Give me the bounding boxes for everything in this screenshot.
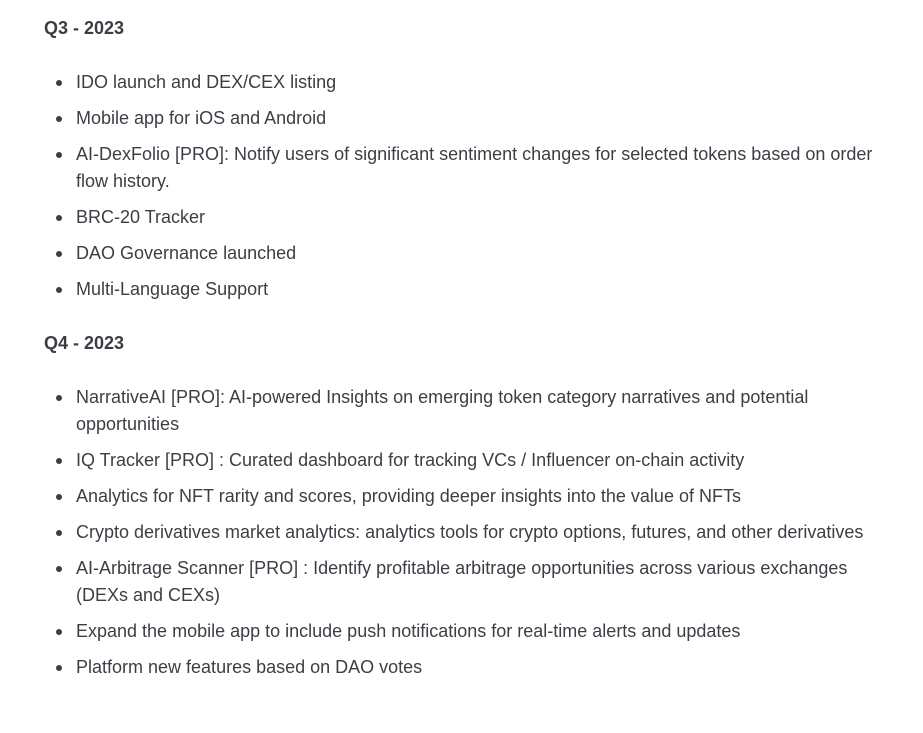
section-title-q4: Q4 - 2023 bbox=[44, 333, 125, 353]
list-item: DAO Governance launched bbox=[56, 240, 896, 267]
list-item: IQ Tracker [PRO] : Curated dashboard for tracking VCs / Influencer on-chain activity bbox=[56, 447, 896, 474]
list-item: Platform new features based on DAO votes bbox=[56, 654, 896, 681]
list-item: AI-DexFolio [PRO]: Notify users of significant sentiment changes for selected tokens based on order flow history. bbox=[56, 141, 896, 195]
q3-list bbox=[56, 69, 896, 312]
list-item: Multi-Language Support bbox=[56, 276, 896, 303]
section-title-q3: Q3 - 2023 bbox=[44, 18, 125, 38]
list-item: Crypto derivatives market analytics: analytics tools for crypto options, futures, and other derivatives bbox=[56, 519, 896, 546]
list-item: Mobile app for iOS and Android bbox=[56, 105, 896, 132]
q4-list bbox=[56, 384, 896, 690]
list-item: BRC-20 Tracker bbox=[56, 204, 896, 231]
list-item: Analytics for NFT rarity and scores, providing deeper insights into the value of NFTs bbox=[56, 483, 896, 510]
list-item: AI-Arbitrage Scanner [PRO] : Identify profitable arbitrage opportunities across various exchanges (DEXs and CEXs) bbox=[56, 555, 896, 609]
list-item: Expand the mobile app to include push notifications for real-time alerts and updates bbox=[56, 618, 896, 645]
list-item: IDO launch and DEX/CEX listing bbox=[56, 69, 896, 96]
list-item: NarrativeAI [PRO]: AI-powered Insights on emerging token category narratives and potential opportunities bbox=[56, 384, 896, 438]
